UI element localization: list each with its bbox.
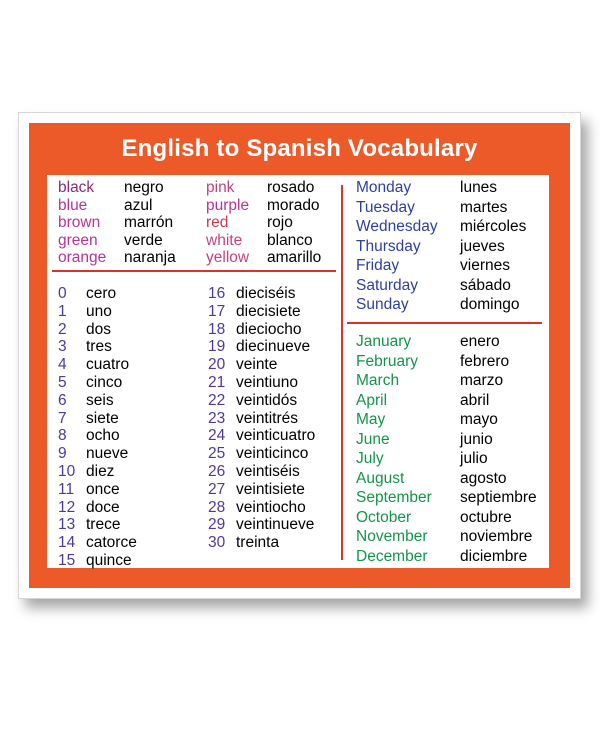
- english-word: 12: [58, 498, 76, 516]
- english-word: 15: [58, 552, 76, 569]
- card-frame: [29, 123, 570, 588]
- english-word: June: [356, 430, 390, 448]
- spanish-word: veinte: [236, 356, 278, 374]
- spanish-word: cinco: [86, 374, 123, 391]
- english-word: 16: [208, 285, 226, 302]
- english-word: 3: [58, 338, 67, 356]
- english-word: September: [356, 489, 432, 506]
- spanish-word: veinticinco: [236, 445, 309, 463]
- spanish-word: abril: [460, 391, 490, 409]
- english-word: 17: [208, 302, 226, 320]
- english-word: white: [206, 231, 243, 249]
- colors-divider: [52, 270, 336, 272]
- english-word: 8: [58, 427, 67, 445]
- spanish-word: enero: [460, 333, 500, 350]
- english-word: May: [356, 411, 386, 428]
- english-word: 2: [58, 320, 67, 338]
- spanish-word: veintisiete: [236, 480, 305, 498]
- spanish-word: trece: [86, 516, 121, 534]
- english-word: August: [356, 469, 405, 487]
- english-word: 9: [58, 445, 67, 463]
- english-word: 23: [208, 409, 226, 427]
- english-word: 19: [208, 338, 226, 356]
- english-word: 29: [208, 516, 226, 534]
- english-word: 30: [208, 534, 226, 552]
- spanish-word: domingo: [460, 296, 520, 313]
- english-word: 18: [208, 320, 226, 338]
- vocabulary-panel: [47, 175, 549, 568]
- spanish-word: veinticuatro: [236, 427, 316, 445]
- spanish-word: cero: [86, 285, 117, 302]
- english-word: green: [58, 231, 98, 249]
- english-word: January: [356, 333, 412, 350]
- spanish-word: lunes: [460, 179, 498, 196]
- spanish-word: mayo: [460, 411, 498, 428]
- english-word: pink: [206, 179, 235, 196]
- spanish-word: miércoles: [460, 218, 527, 235]
- spanish-word: junio: [460, 430, 493, 448]
- spanish-word: veintiuno: [236, 374, 299, 391]
- spanish-word: negro: [124, 179, 164, 196]
- english-word: 28: [208, 498, 226, 516]
- english-word: purple: [206, 196, 250, 214]
- spanish-word: quince: [86, 552, 132, 569]
- days-divider: [347, 322, 542, 324]
- english-word: July: [356, 450, 384, 467]
- spanish-word: dieciocho: [236, 320, 302, 338]
- spanish-word: diez: [86, 463, 115, 480]
- spanish-word: septiembre: [460, 489, 537, 506]
- english-word: 0: [58, 285, 67, 302]
- english-word: Thursday: [356, 237, 421, 255]
- spanish-word: julio: [460, 450, 488, 467]
- spanish-word: tres: [86, 338, 112, 356]
- english-word: red: [206, 214, 229, 232]
- english-word: 20: [208, 356, 226, 374]
- english-word: 5: [58, 374, 67, 391]
- spanish-word: seis: [86, 391, 114, 409]
- english-word: blue: [58, 196, 88, 214]
- english-word: Monday: [356, 179, 412, 196]
- english-word: 7: [58, 409, 67, 427]
- english-word: 25: [208, 445, 226, 463]
- english-word: 1: [58, 302, 67, 320]
- spanish-word: cuatro: [86, 356, 130, 374]
- english-word: April: [356, 391, 388, 409]
- spanish-word: dos: [86, 320, 111, 338]
- spanish-word: veintinueve: [236, 516, 315, 534]
- spanish-word: rojo: [267, 214, 293, 232]
- spanish-word: noviembre: [460, 528, 533, 545]
- spanish-word: veintitrés: [236, 409, 299, 427]
- vocabulary-card: [18, 112, 581, 599]
- english-word: November: [356, 528, 428, 545]
- spanish-word: once: [86, 480, 120, 498]
- spanish-word: azul: [124, 196, 153, 214]
- english-word: October: [356, 508, 412, 526]
- spanish-word: naranja: [124, 249, 176, 267]
- spanish-word: viernes: [460, 257, 510, 274]
- english-word: 24: [208, 427, 226, 445]
- spanish-word: veintidós: [236, 391, 298, 409]
- english-word: 27: [208, 480, 226, 498]
- spanish-word: agosto: [460, 469, 507, 487]
- spanish-word: sábado: [460, 276, 511, 294]
- spanish-word: rosado: [267, 179, 315, 196]
- spanish-word: amarillo: [267, 249, 322, 267]
- column-divider: [341, 185, 343, 560]
- english-word: black: [58, 179, 95, 196]
- spanish-word: diecisiete: [236, 302, 301, 320]
- spanish-word: verde: [124, 231, 163, 249]
- english-word: 13: [58, 516, 76, 534]
- english-word: Sunday: [356, 296, 409, 313]
- english-word: 14: [58, 534, 76, 552]
- english-word: 11: [58, 480, 75, 498]
- english-word: Tuesday: [356, 198, 415, 216]
- english-word: Wednesday: [356, 218, 438, 235]
- card-title: English to Spanish Vocabulary: [121, 135, 478, 162]
- spanish-word: doce: [86, 498, 120, 516]
- english-word: 6: [58, 391, 67, 409]
- spanish-word: octubre: [460, 508, 512, 526]
- english-word: 10: [58, 463, 76, 480]
- english-word: Saturday: [356, 276, 419, 294]
- spanish-word: martes: [460, 198, 508, 216]
- spanish-word: diecinueve: [236, 338, 311, 356]
- spanish-word: morado: [267, 196, 320, 214]
- spanish-word: nueve: [86, 445, 129, 463]
- english-word: 26: [208, 463, 226, 480]
- english-word: 4: [58, 356, 67, 374]
- spanish-word: veintiocho: [236, 498, 306, 516]
- english-word: March: [356, 372, 400, 389]
- english-word: orange: [58, 249, 107, 267]
- spanish-word: blanco: [267, 231, 313, 249]
- spanish-word: marzo: [460, 372, 504, 389]
- spanish-word: dieciséis: [236, 285, 296, 302]
- english-word: 21: [208, 374, 226, 391]
- spanish-word: uno: [86, 302, 112, 320]
- spanish-word: siete: [86, 409, 119, 427]
- spanish-word: ocho: [86, 427, 120, 445]
- spanish-word: veintiséis: [236, 463, 300, 480]
- english-word: 22: [208, 391, 226, 409]
- english-word: February: [356, 352, 419, 370]
- spanish-word: treinta: [236, 534, 280, 552]
- spanish-word: febrero: [460, 352, 510, 370]
- english-word: yellow: [206, 249, 250, 267]
- spanish-word: catorce: [86, 534, 137, 552]
- english-word: December: [356, 547, 428, 565]
- english-word: Friday: [356, 257, 400, 274]
- spanish-word: marrón: [124, 214, 174, 232]
- english-word: brown: [58, 214, 101, 232]
- spanish-word: jueves: [460, 237, 505, 255]
- spanish-word: diciembre: [460, 547, 528, 565]
